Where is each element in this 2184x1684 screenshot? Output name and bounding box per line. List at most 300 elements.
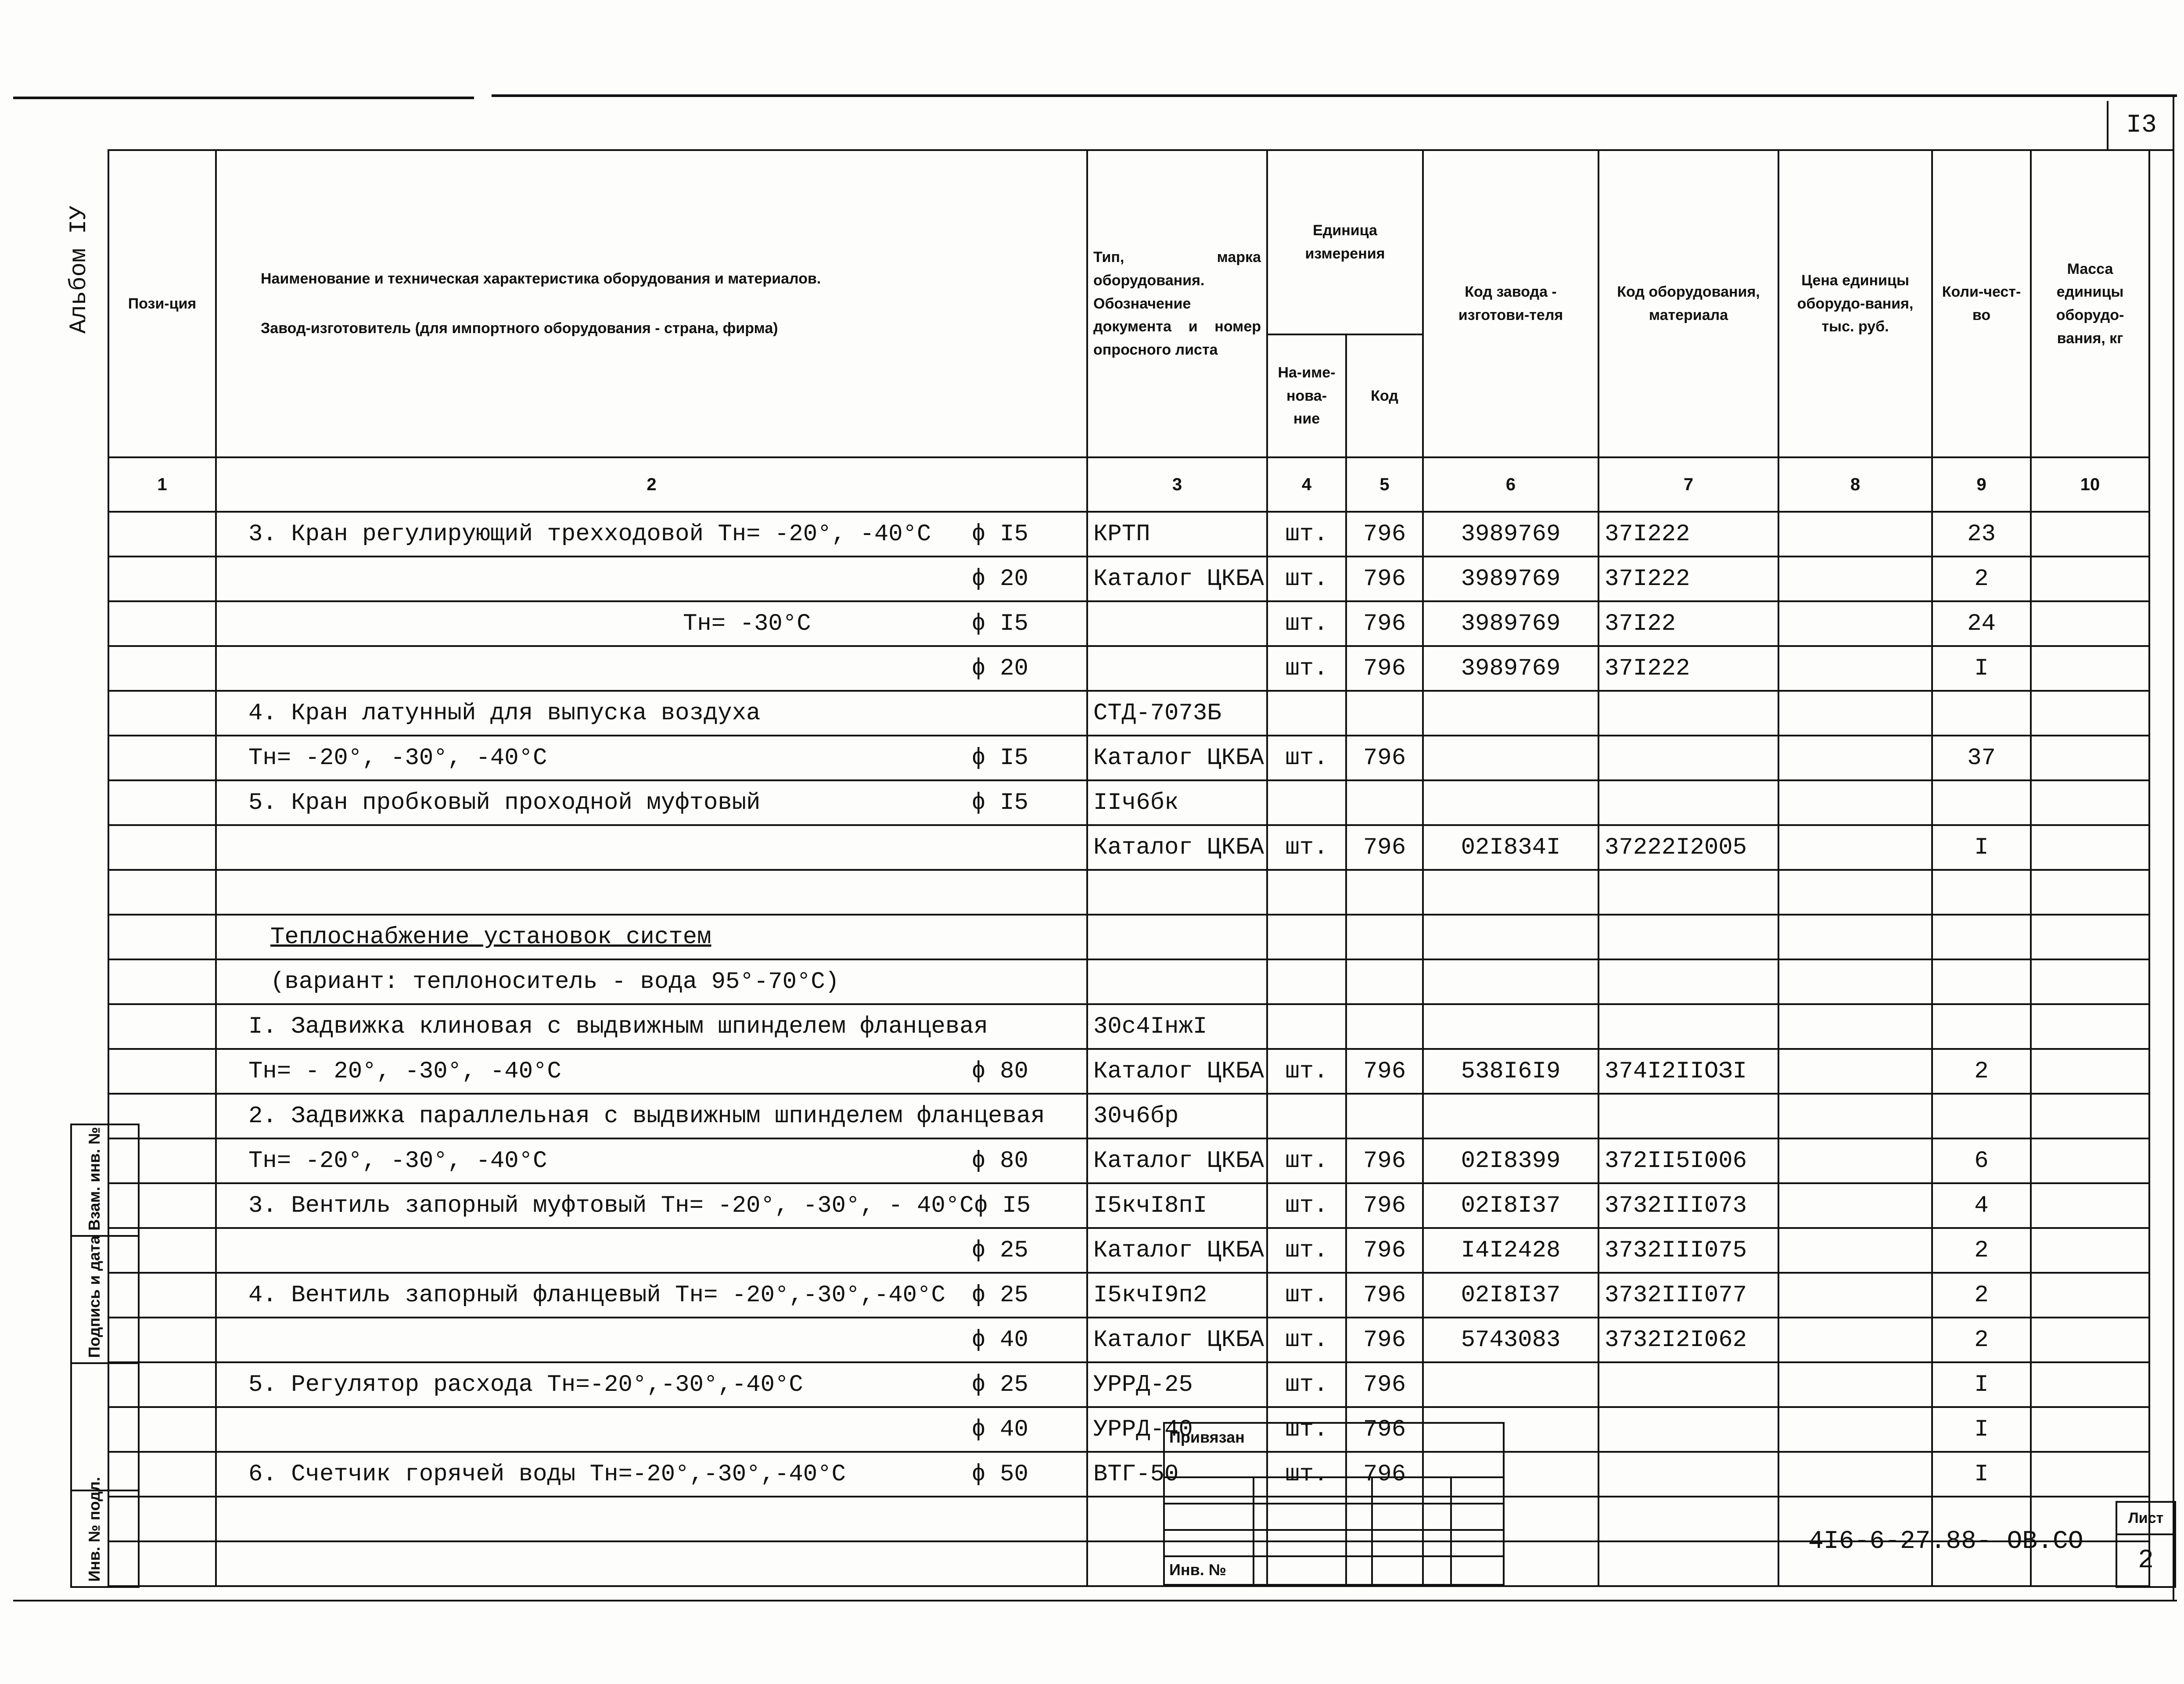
cell-unit: шт.: [1267, 825, 1346, 870]
cell-plant-code: 02I8I37: [1423, 1273, 1598, 1318]
header-price: Цена единицы оборудо-вания, тыс. руб.: [1778, 150, 1932, 457]
cell-unit-code: 796: [1346, 557, 1423, 601]
cell-name: [216, 601, 1087, 646]
cell-mass: [2031, 959, 2149, 1004]
item-diameter: ϕ 25: [971, 1282, 1028, 1309]
cell-unit-code: 796: [1346, 1407, 1423, 1452]
item-diameter: ϕ 25: [971, 1237, 1028, 1264]
table-row: [108, 825, 2149, 870]
cell-equip-code: 37I222: [1598, 557, 1778, 601]
table-row: [108, 1004, 2149, 1049]
table-row: [108, 1452, 2149, 1497]
cell-plant-code: 3989769: [1423, 646, 1598, 691]
item-name: [222, 1327, 248, 1354]
cell-unit-code: 796: [1346, 646, 1423, 691]
specification-table: [108, 149, 2150, 1587]
cell-unit: шт.: [1267, 1407, 1346, 1452]
cell-plant-code: [1423, 870, 1598, 915]
cell-unit: шт.: [1267, 646, 1346, 691]
cell-equip-code: 3732III077: [1598, 1273, 1778, 1318]
cell-price: [1778, 1004, 1932, 1049]
cell-equip-code: 3732III075: [1598, 1228, 1778, 1273]
cell-plant-code: 3989769: [1423, 557, 1598, 601]
item-diameter: ϕ 40: [971, 1416, 1028, 1443]
inv-no-label: Инв. №: [1169, 1561, 1226, 1579]
left-stamp-block: [70, 1124, 140, 1588]
cell-type: [1087, 601, 1267, 646]
cell-price: [1778, 601, 1932, 646]
cell-type: УРРД-40: [1087, 1407, 1267, 1452]
cell-name: [216, 736, 1087, 780]
cell-unit-code: 796: [1346, 1318, 1423, 1362]
cell-quantity: 24: [1932, 601, 2031, 646]
sheet-box: [2116, 1501, 2176, 1588]
cell-plant-code: [1423, 959, 1598, 1004]
cell-quantity: I: [1932, 646, 2031, 691]
item-diameter: ϕ 25: [971, 1371, 1028, 1398]
cell-quantity: [1932, 1004, 2031, 1049]
cell-type: Каталог ЦКБА: [1087, 736, 1267, 780]
cell-plant-code: [1423, 736, 1598, 780]
cell-mass: [2031, 780, 2149, 825]
cell-mass: [2031, 1318, 2149, 1362]
cell-quantity: [1932, 780, 2031, 825]
cell-price: [1778, 959, 1932, 1004]
item-diameter: [1028, 700, 1081, 727]
cell-price: [1778, 915, 1932, 959]
cell-position: [108, 959, 216, 1004]
cell-unit-code: [1346, 780, 1423, 825]
cell-name: [216, 1228, 1087, 1273]
item-name: [222, 1416, 248, 1443]
cell-mass: [2031, 736, 2149, 780]
cell-price: [1778, 1049, 1932, 1094]
cell-equip-code: [1598, 1452, 1778, 1497]
cell-price: [1778, 825, 1932, 870]
cell-type: Каталог ЦКБА: [1087, 1228, 1267, 1273]
cell-name: [216, 870, 1087, 915]
cell-unit: шт.: [1267, 557, 1346, 601]
column-number: 6: [1423, 457, 1598, 512]
item-diameter: ϕ 80: [971, 1147, 1028, 1174]
stamp-podl-label: Инв. № подл.: [85, 1477, 103, 1582]
cell-type: Каталог ЦКБА: [1087, 1138, 1267, 1183]
column-number: 8: [1778, 457, 1932, 512]
item-diameter: ϕ 40: [971, 1326, 1028, 1354]
cell-type: УРРД-25: [1087, 1362, 1267, 1407]
cell-plant-code: [1423, 1362, 1598, 1407]
cell-name: [216, 1497, 1087, 1541]
sheet-number-top: I3: [2107, 101, 2174, 151]
item-name: I. Задвижка клиновая с выдвижным шпинделем фланцевая: [248, 1013, 988, 1040]
cell-unit: шт.: [1267, 512, 1346, 557]
cell-type: Каталог ЦКБА: [1087, 1318, 1267, 1362]
cell-unit: шт.: [1267, 1183, 1346, 1228]
table-row: [108, 646, 2149, 691]
cell-quantity: 2: [1932, 1228, 2031, 1273]
cell-unit: [1267, 1094, 1346, 1138]
cell-equip-code: [1598, 959, 1778, 1004]
cell-equip-code: [1598, 1094, 1778, 1138]
item-name: 4. Кран латунный для выпуска воздуха: [248, 700, 761, 727]
cell-price: [1778, 736, 1932, 780]
cell-equip-code: 3732I2I062: [1598, 1318, 1778, 1362]
cell-plant-code: 02I8I37: [1423, 1183, 1598, 1228]
cell-quantity: 4: [1932, 1183, 2031, 1228]
cell-price: [1778, 512, 1932, 557]
cell-quantity: I: [1932, 1362, 2031, 1407]
cell-equip-code: [1598, 780, 1778, 825]
cell-type: Каталог ЦКБА: [1087, 1049, 1267, 1094]
cell-plant-code: [1423, 691, 1598, 736]
cell-quantity: 6: [1932, 1138, 2031, 1183]
item-diameter: ϕ 50: [971, 1461, 1028, 1488]
cell-name: [216, 915, 1087, 959]
cell-plant-code: I4I2428: [1423, 1228, 1598, 1273]
cell-mass: [2031, 646, 2149, 691]
item-name: Тн= - 20°, -30°, -40°С: [248, 1058, 561, 1085]
cell-position: [108, 736, 216, 780]
cell-equip-code: 3732III073: [1598, 1183, 1778, 1228]
cell-name: [216, 1318, 1087, 1362]
cell-unit: шт.: [1267, 1228, 1346, 1273]
table-row: [108, 1138, 2149, 1183]
cell-price: [1778, 691, 1932, 736]
column-number: 3: [1087, 457, 1267, 512]
cell-mass: [2031, 1273, 2149, 1318]
table-row: [108, 512, 2149, 557]
cell-unit-code: 796: [1346, 736, 1423, 780]
document-code: 4I6-6-27.88- ОВ.СО: [1808, 1527, 2083, 1556]
cell-position: [108, 646, 216, 691]
cell-unit: [1267, 959, 1346, 1004]
item-diameter: [1028, 1013, 1081, 1040]
cell-type: ВТГ-50: [1087, 1452, 1267, 1497]
top-rule-right: [492, 94, 2177, 97]
cell-quantity: [1932, 959, 2031, 1004]
cell-mass: [2031, 512, 2149, 557]
cell-name: [216, 646, 1087, 691]
cell-quantity: [1932, 1094, 2031, 1138]
cell-type: СТД-7073Б: [1087, 691, 1267, 736]
column-number: 2: [216, 457, 1087, 512]
cell-unit-code: 796: [1346, 1049, 1423, 1094]
column-number: 1: [108, 457, 216, 512]
header-name-line2: Завод-изготовитель (для импортного оборудования - страна, фирма): [261, 320, 778, 337]
cell-name: [216, 1049, 1087, 1094]
cell-quantity: I: [1932, 1407, 2031, 1452]
cell-unit: [1267, 870, 1346, 915]
sheet-label: Лист: [2117, 1503, 2174, 1535]
cell-equip-code: 37I222: [1598, 512, 1778, 557]
stamp-podpis-label: Подпись и дата: [85, 1235, 103, 1358]
item-name: (вариант: теплоноситель - вода 95°-70°С): [270, 968, 840, 995]
cell-price: [1778, 1183, 1932, 1228]
cell-unit: шт.: [1267, 1138, 1346, 1183]
cell-unit-code: 796: [1346, 1183, 1423, 1228]
cell-unit: шт.: [1267, 1318, 1346, 1362]
cell-type: [1087, 959, 1267, 1004]
header-unit-code: Код: [1346, 334, 1423, 457]
cell-type: Каталог ЦКБА: [1087, 825, 1267, 870]
cell-name: [216, 512, 1087, 557]
album-label: Альбом IУ: [66, 205, 93, 334]
cell-unit: [1267, 691, 1346, 736]
cell-type: IIч6бк: [1087, 780, 1267, 825]
cell-equip-code: 37I222: [1598, 646, 1778, 691]
item-name: 3. Кран регулирующий трехходовой Тн= -20°, -40°С: [248, 521, 931, 548]
cell-equip-code: 37I22: [1598, 601, 1778, 646]
table-row: [108, 601, 2149, 646]
cell-type: Каталог ЦКБА: [1087, 557, 1267, 601]
header-name-line1: Наименование и техническая характеристика оборудования и материалов.: [261, 270, 821, 287]
cell-mass: [2031, 1452, 2149, 1497]
cell-position: [108, 915, 216, 959]
cell-name: [216, 1273, 1087, 1318]
cell-type: [1087, 870, 1267, 915]
cell-unit: [1267, 780, 1346, 825]
cell-unit: [1267, 1004, 1346, 1049]
cell-type: I5кчI8пI: [1087, 1183, 1267, 1228]
table-row: [108, 1407, 2149, 1452]
item-name: Тн= -20°, -30°, -40°С: [248, 744, 547, 772]
table-row: [108, 1228, 2149, 1273]
cell-name: [216, 557, 1087, 601]
cell-quantity: 2: [1932, 1318, 2031, 1362]
table-row: [108, 870, 2149, 915]
cell-plant-code: [1423, 1094, 1598, 1138]
cell-mass: [2031, 870, 2149, 915]
cell-price: [1778, 1452, 1932, 1497]
cell-unit-code: 796: [1346, 512, 1423, 557]
cell-unit-code: [1346, 1094, 1423, 1138]
cell-price: [1778, 780, 1932, 825]
cell-name: [216, 1541, 1087, 1586]
cell-position: [108, 1049, 216, 1094]
cell-plant-code: 02I834I: [1423, 825, 1598, 870]
cell-position: [108, 512, 216, 557]
cell-type: 30с4IнжI: [1087, 1004, 1267, 1049]
cell-equip-code: [1598, 691, 1778, 736]
header-unit-name: На-име-нова-ние: [1267, 334, 1346, 457]
item-name: 3. Вентиль запорный муфтовый Тн= -20°, -30°, - 40°С: [248, 1192, 974, 1219]
cell-name: [216, 1452, 1087, 1497]
cell-mass: [2031, 1407, 2149, 1452]
cell-mass: [2031, 1362, 2149, 1407]
cell-name: [216, 1138, 1087, 1183]
item-name: 6. Счетчик горячей воды Тн=-20°,-30°,-40°С: [248, 1461, 846, 1488]
cell-position: [108, 780, 216, 825]
cell-price: [1778, 1228, 1932, 1273]
cell-name: [216, 825, 1087, 870]
item-name: [222, 1237, 248, 1264]
cell-unit: шт.: [1267, 1273, 1346, 1318]
cell-type: КРТП: [1087, 512, 1267, 557]
header-equip-code: Код оборудования, материала: [1598, 150, 1778, 457]
cell-unit: [1267, 915, 1346, 959]
column-numbers-row: [108, 457, 2149, 512]
item-diameter: [1028, 924, 1081, 951]
cell-unit: шт.: [1267, 1362, 1346, 1407]
item-diameter: ϕ I5: [971, 744, 1028, 772]
header-position-label: Пози-ция: [128, 295, 197, 312]
column-number: 7: [1598, 457, 1778, 512]
table-row: [108, 736, 2149, 780]
cell-price: [1778, 557, 1932, 601]
cell-price: [1778, 1318, 1932, 1362]
header-unit: Единица измерения: [1267, 150, 1423, 334]
cell-unit-code: [1346, 915, 1423, 959]
cell-unit-code: [1346, 1004, 1423, 1049]
cell-name: [216, 1407, 1087, 1452]
cell-name: [216, 1183, 1087, 1228]
cell-quantity: [1932, 870, 2031, 915]
binding-stamp: [1163, 1422, 1505, 1586]
stamp-vzam-label: Взам. инв. №: [85, 1127, 103, 1231]
table-row: [108, 557, 2149, 601]
cell-plant-code: 5743083: [1423, 1318, 1598, 1362]
item-name: Тн= -30°С: [683, 610, 811, 637]
cell-price: [1778, 1362, 1932, 1407]
cell-price: [1778, 870, 1932, 915]
cell-name: [216, 691, 1087, 736]
cell-equip-code: 374I2IIОЗI: [1598, 1049, 1778, 1094]
cell-price: [1778, 646, 1932, 691]
item-name: 5. Кран пробковый проходной муфтовый: [248, 789, 761, 816]
cell-unit-code: 796: [1346, 1362, 1423, 1407]
cell-plant-code: 3989769: [1423, 512, 1598, 557]
table-row: [108, 780, 2149, 825]
specification-body: [108, 512, 2149, 1586]
cell-position: [108, 601, 216, 646]
cell-mass: [2031, 1094, 2149, 1138]
table-row: [108, 1049, 2149, 1094]
cell-name: [216, 780, 1087, 825]
cell-price: [1778, 1138, 1932, 1183]
cell-mass: [2031, 1228, 2149, 1273]
cell-name: [216, 959, 1087, 1004]
cell-equip-code: [1598, 1497, 1778, 1541]
cell-plant-code: [1423, 780, 1598, 825]
cell-mass: [2031, 1183, 2149, 1228]
table-row: [108, 1362, 2149, 1407]
cell-mass: [2031, 915, 2149, 959]
table-row: [108, 959, 2149, 1004]
cell-equip-code: [1598, 870, 1778, 915]
cell-mass: [2031, 825, 2149, 870]
cell-unit: шт.: [1267, 1452, 1346, 1497]
cell-price: [1778, 1094, 1932, 1138]
item-diameter: ϕ 80: [971, 1058, 1028, 1085]
column-number: 9: [1932, 457, 2031, 512]
header-quantity: Коли-чест-во: [1932, 150, 2031, 457]
cell-type: [1087, 646, 1267, 691]
cell-unit-code: 796: [1346, 1452, 1423, 1497]
cell-mass: [2031, 601, 2149, 646]
table-row: [108, 1183, 2149, 1228]
cell-unit-code: 796: [1346, 1273, 1423, 1318]
cell-name: [216, 1004, 1087, 1049]
table-row: [108, 1318, 2149, 1362]
sheet-number: 2: [2137, 1546, 2154, 1576]
column-number: 10: [2031, 457, 2149, 512]
cell-unit: шт.: [1267, 736, 1346, 780]
table-row: [108, 1094, 2149, 1138]
item-diameter: ϕ I5: [973, 1192, 1031, 1219]
cell-quantity: 2: [1932, 557, 2031, 601]
cell-equip-code: [1598, 1407, 1778, 1452]
cell-position: [108, 691, 216, 736]
cell-quantity: [1932, 915, 2031, 959]
cell-plant-code: [1423, 915, 1598, 959]
cell-mass: [2031, 1138, 2149, 1183]
cell-quantity: I: [1932, 1452, 2031, 1497]
cell-equip-code: [1598, 1362, 1778, 1407]
cell-unit: шт.: [1267, 601, 1346, 646]
cell-equip-code: 372II5I006: [1598, 1138, 1778, 1183]
cell-mass: [2031, 1049, 2149, 1094]
item-diameter: ϕ I5: [971, 789, 1028, 816]
cell-unit-code: 796: [1346, 825, 1423, 870]
cell-equip-code: [1598, 736, 1778, 780]
cell-quantity: 23: [1932, 512, 2031, 557]
cell-type: I5кчI9п2: [1087, 1273, 1267, 1318]
cell-type: [1087, 915, 1267, 959]
cell-unit-code: 796: [1346, 1138, 1423, 1183]
cell-mass: [2031, 1004, 2149, 1049]
item-name: 5. Регулятор расхода Тн=-20°,-30°,-40°С: [248, 1371, 803, 1398]
cell-name: [216, 1094, 1087, 1138]
cell-unit-code: 796: [1346, 601, 1423, 646]
table-row: [108, 1273, 2149, 1318]
cell-equip-code: [1598, 1541, 1778, 1586]
item-name: [222, 655, 248, 682]
item-name: Тн= -20°, -30°, -40°С: [248, 1147, 547, 1174]
bottom-rule: [13, 1600, 2177, 1601]
cell-price: [1778, 1273, 1932, 1318]
header-plant-code: Код завода - изготови-теля: [1423, 150, 1598, 457]
cell-unit-code: [1346, 691, 1423, 736]
cell-position: [108, 1004, 216, 1049]
cell-mass: [2031, 557, 2149, 601]
cell-equip-code: [1598, 915, 1778, 959]
cell-position: [108, 825, 216, 870]
item-diameter: [1045, 1103, 1087, 1130]
item-diameter: ϕ 20: [971, 565, 1028, 592]
cell-unit: шт.: [1267, 1049, 1346, 1094]
cell-plant-code: 02I8399: [1423, 1138, 1598, 1183]
right-frame: [2173, 94, 2174, 1600]
header-name: [216, 150, 1087, 457]
top-rule-left: [13, 97, 474, 99]
binding-label: Привязан: [1169, 1428, 1245, 1446]
header-type: Тип, марка оборудования. Обозначение документа и номер опросного листа: [1087, 150, 1267, 457]
table-row: [108, 691, 2149, 736]
item-name: [222, 566, 248, 592]
cell-plant-code: 538I6I9: [1423, 1049, 1598, 1094]
column-number: 5: [1346, 457, 1423, 512]
item-name: 2. Задвижка параллельная с выдвижным шпинделем фланцевая: [248, 1102, 1045, 1130]
item-name: Теплоснабжение установок систем: [270, 923, 711, 951]
cell-quantity: I: [1932, 825, 2031, 870]
item-name: 4. Вентиль запорный фланцевый Тн= -20°,-30°,-40°С: [248, 1282, 945, 1309]
cell-unit-code: [1346, 870, 1423, 915]
header-mass: Масса единицы оборудо-вания, кг: [2031, 150, 2149, 457]
item-diameter: ϕ I5: [971, 521, 1028, 548]
cell-unit-code: 796: [1346, 1228, 1423, 1273]
cell-type: 30ч6бр: [1087, 1094, 1267, 1138]
column-number: 4: [1267, 457, 1346, 512]
